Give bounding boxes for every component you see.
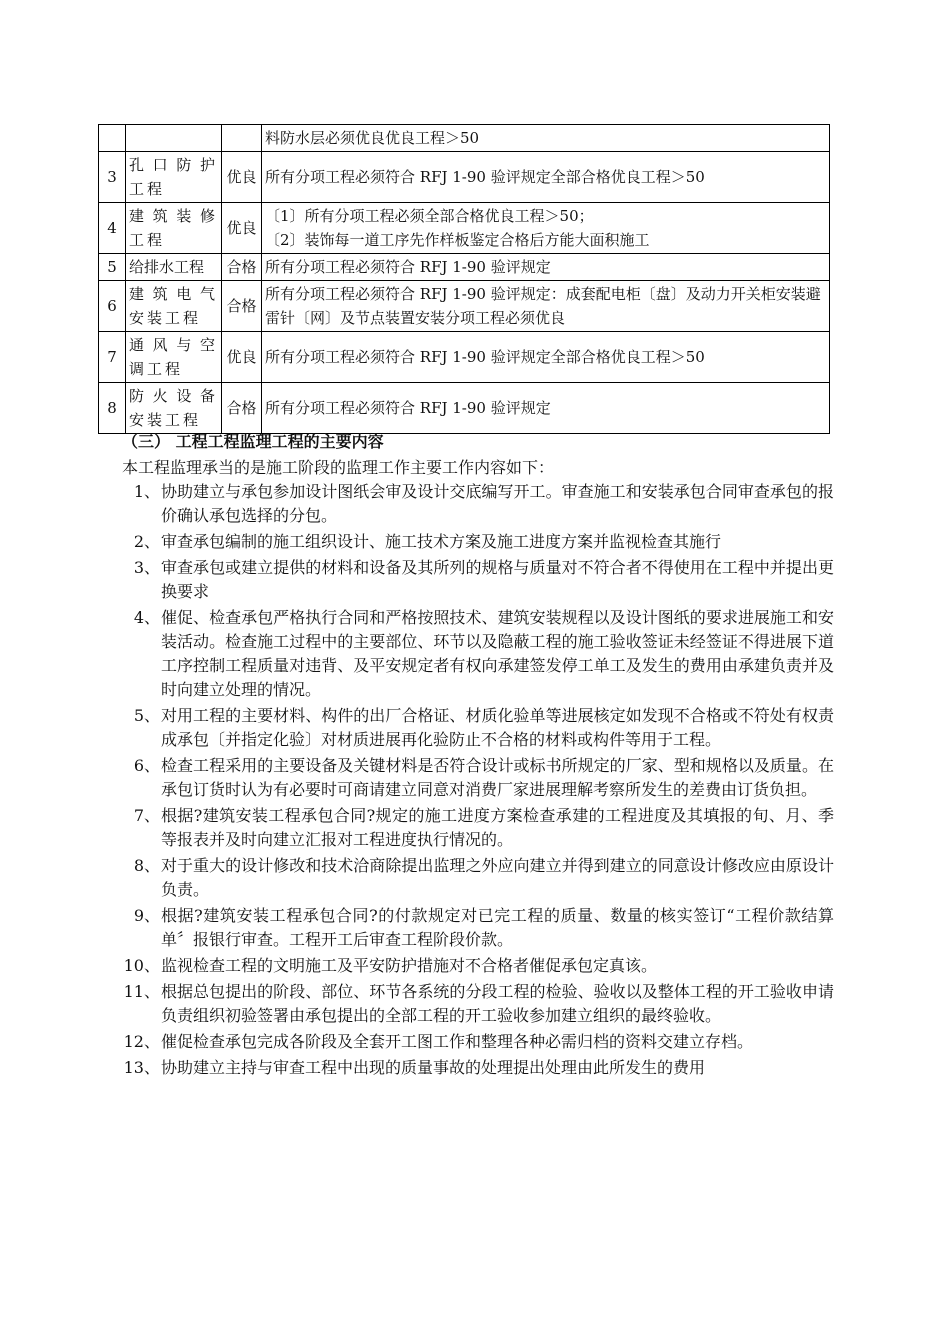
item-number: 1、 — [133, 482, 160, 501]
quality-requirement: 〔1〕所有分项工程必须全部合格优良工程＞50； 〔2〕装饰每一道工序先作样板鉴定合格后方能大面积施工 — [262, 203, 830, 254]
item-number: 12、 — [123, 1032, 160, 1051]
project-name — [126, 125, 222, 152]
list-item — [122, 804, 834, 852]
table-row — [99, 203, 830, 254]
item-text: 协助建立主持与审查工程中出现的质量事故的处理提出处理由此所发生的费用 — [161, 1058, 706, 1077]
quality-requirement: 所有分项工程必须符合 RFJ 1-90 验评规定全部合格优良工程＞50 — [262, 152, 830, 203]
quality-requirement: 所有分项工程必须符合 RFJ 1-90 验评规定 — [262, 383, 830, 434]
quality-grade — [222, 125, 262, 152]
table-row — [99, 332, 830, 383]
list-item — [122, 704, 834, 752]
project-name: 给排水工程 — [126, 254, 222, 281]
item-text: 监视检查工程的文明施工及平安防护措施对不合格者催促承包定真该。 — [161, 956, 658, 975]
item-text: 审查承包编制的施工组织设计、施工技术方案及施工进度方案并监视检查其施行 — [161, 532, 722, 551]
list-item — [122, 904, 834, 952]
item-number: 5、 — [133, 706, 160, 725]
item-number: 13、 — [123, 1058, 160, 1077]
table-row — [99, 125, 830, 152]
item-number: 9、 — [133, 906, 160, 925]
list-item — [122, 954, 834, 978]
item-number: 3、 — [133, 558, 160, 577]
quality-grade: 优良 — [222, 332, 262, 383]
table-row — [99, 152, 830, 203]
quality-requirement: 所有分项工程必须符合 RFJ 1-90 验评规定：成套配电柜〔盘〕及动力开关柜安装避雷针〔网〕及节点装置安装分项工程必须优良 — [262, 281, 830, 332]
quality-grade: 优良 — [222, 152, 262, 203]
acceptance-standards-table — [98, 124, 830, 434]
item-text: 根据?建筑安装工程承包合同?规定的施工进度方案检查承建的工程进度及其填报的旬、月、季等报表并及时向建立汇报对工程进度执行情况的。 — [161, 806, 834, 849]
quality-grade: 优良 — [222, 203, 262, 254]
list-item — [122, 1056, 834, 1080]
quality-requirement: 所有分项工程必须符合 RFJ 1-90 验评规定 — [262, 254, 830, 281]
list-item — [122, 1030, 834, 1054]
section-intro: 本工程监理承当的是施工阶段的监理工作主要工作内容如下： — [122, 458, 555, 477]
item-text: 根据?建筑安装工程承包合同?的付款规定对已完工程的质量、数量的核实签订“工程价款结算单〞报银行审查。工程开工后审查工程阶段价款。 — [161, 906, 834, 949]
quality-grade: 合格 — [222, 383, 262, 434]
row-number: 4 — [99, 203, 126, 254]
quality-grade: 合格 — [222, 281, 262, 332]
item-number: 11、 — [123, 982, 160, 1001]
item-text: 对于重大的设计修改和技术洽商除提出监理之外应向建立并得到建立的同意设计修改应由原设计负责。 — [161, 856, 834, 899]
row-number: 7 — [99, 332, 126, 383]
table-row — [99, 383, 830, 434]
quality-grade: 合格 — [222, 254, 262, 281]
duties-list — [122, 480, 834, 1082]
item-text: 催促检查承包完成各阶段及全套开工图工作和整理各种必需归档的资料交建立存档。 — [161, 1032, 754, 1051]
section-heading: （三） 工程工程监理工程的主要内容 — [122, 432, 384, 451]
item-text: 检查工程采用的主要设备及关键材料是否符合设计或标书所规定的厂家、型和规格以及质量。在承包订货时认为有必要时可商请建立同意对消费厂家进展理解考察所发生的差费由订货负担。 — [161, 756, 834, 799]
list-item — [122, 556, 834, 604]
project-name: 建筑电气安装工程 — [126, 281, 222, 332]
row-number: 8 — [99, 383, 126, 434]
project-name: 防火设备安装工程 — [126, 383, 222, 434]
project-name: 通风与空调工程 — [126, 332, 222, 383]
item-number: 7、 — [133, 806, 160, 825]
list-item — [122, 480, 834, 528]
list-item — [122, 754, 834, 802]
list-item — [122, 530, 834, 554]
row-number: 3 — [99, 152, 126, 203]
row-number: 6 — [99, 281, 126, 332]
project-name: 建筑装修工程 — [126, 203, 222, 254]
list-item — [122, 606, 834, 702]
item-number: 10、 — [123, 956, 160, 975]
quality-requirement: 所有分项工程必须符合 RFJ 1-90 验评规定全部合格优良工程＞50 — [262, 332, 830, 383]
item-number: 4、 — [133, 608, 160, 627]
row-number: 5 — [99, 254, 126, 281]
table-row — [99, 281, 830, 332]
item-number: 6、 — [133, 756, 160, 775]
item-text: 协助建立与承包参加设计图纸会审及设计交底编写开工。审查施工和安装承包合同审查承包的报价确认承包选择的分包。 — [161, 482, 834, 525]
row-number — [99, 125, 126, 152]
list-item — [122, 854, 834, 902]
item-number: 8、 — [133, 856, 160, 875]
item-text: 审查承包或建立提供的材料和设备及其所列的规格与质量对不符合者不得使用在工程中并提出更换要求 — [161, 558, 834, 601]
item-number: 2、 — [133, 532, 160, 551]
item-text: 根据总包提出的阶段、部位、环节各系统的分段工程的检验、验收以及整体工程的开工验收申请负责组织初验签署由承包提出的全部工程的开工验收参加建立组织的最终验收。 — [161, 982, 834, 1025]
quality-requirement: 料防水层必须优良优良工程＞50 — [262, 125, 830, 152]
item-text: 催促、检查承包严格执行合同和严格按照技术、建筑安装规程以及设计图纸的要求进展施工和安装活动。检查施工过程中的主要部位、环节以及隐蔽工程的施工验收签证未经签证不得进展下道工序控制工程质量对违背、及平安规定者有权向承建签发停工单工及发生的费用由承建负责并及时向建立处理的情况。 — [161, 608, 834, 699]
item-text: 对用工程的主要材料、构件的出厂合格证、材质化验单等进展核定如发现不合格或不符处有权责成承包〔并指定化验〕对材质进展再化验防止不合格的材料或构件等用于工程。 — [161, 706, 834, 749]
list-item — [122, 980, 834, 1028]
table-row — [99, 254, 830, 281]
project-name: 孔口防护工程 — [126, 152, 222, 203]
